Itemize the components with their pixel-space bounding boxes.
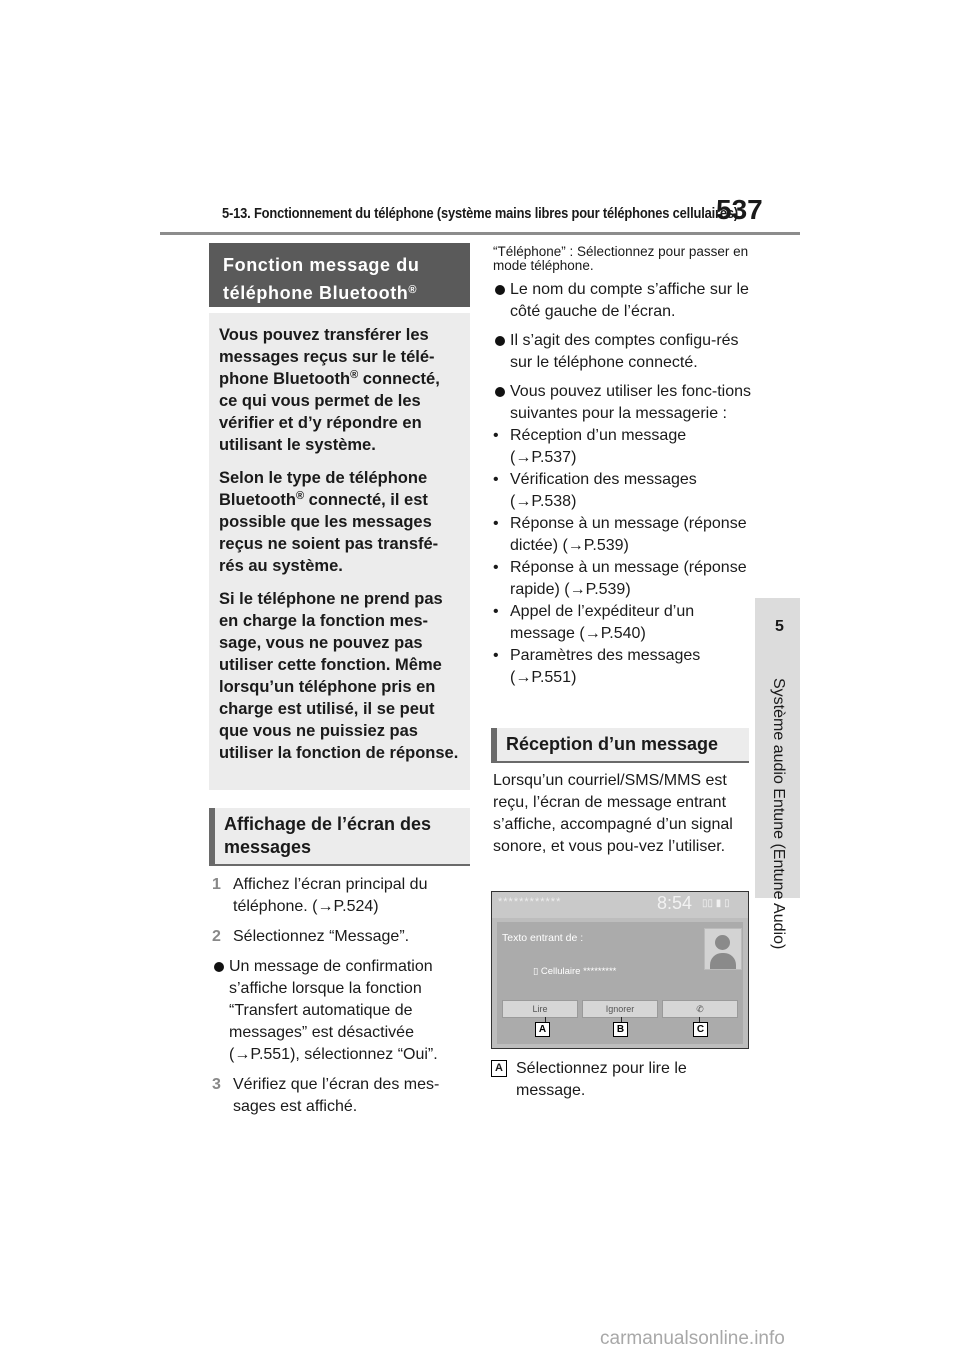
clock: 8:54 [657,893,693,913]
heading1-line2: téléphone Bluetooth® [223,283,418,303]
heading-receive-message: Réception d’un message [491,728,749,763]
bullet-dot-icon [495,285,505,295]
incoming-text-dialog [497,922,743,1044]
incoming-message-screen [491,891,749,1049]
messaging-functions-list [493,425,753,689]
intro-paragraph-1: Vous pouvez transférer les messages reçus sur le télé-phone Bluetooth® connecté, ce qui vous permet de les vérifier et d’y répondre en utilisant le système. [219,326,440,454]
list-item: • Vérification des messages (→P.538) [493,471,697,510]
section-title: 5-13. Fonctionnement du téléphone (système mains libres pour téléphones cellulaires) [222,205,739,222]
phone-mode-note: “Téléphone” : Sélectionnez pour passer en mode téléphone. [493,244,749,273]
page-number: 537 [716,194,763,225]
step-2: 2 Sélectionnez “Message”. [212,928,410,945]
sender-number: ▯ Cellulaire ********* [533,966,617,977]
chapter-number: 5 [775,618,784,635]
legend-a [491,1058,751,1102]
list-item: • Paramètres des messages (→P.551) [493,647,701,686]
status-icons: ▯▯ ▮ ▯ [702,898,730,909]
note-bullet-3: Vous pouvez utiliser les fonc-tions suivantes pour la messagerie : [493,381,753,425]
heading1-line1: Fonction message du [223,255,420,275]
chapter-label-text: Système audio Entune (Entune Audio) [770,678,787,950]
right-column [493,245,753,689]
step-2-note: Un message de confirmation s’affiche lorsque la fonction “Transfert automatique de messages” est désactivée (→P.551), sélectionnez “Oui”. [212,956,472,1066]
note-bullet-1: Le nom du compte s’affiche sur le côté gauche de l’écran. [493,279,753,323]
dialog-title: Texto entrant de : [502,932,584,944]
intro-paragraph-3: Si le téléphone ne prend pas en charge la fonction mes-sage, vous ne pouvez pas utiliser cette fonction. Même lorsqu’un téléphone pris en charge est utilisé, il se peut que vous ne puissiez pas utiliser la fonction de réponse. [219,590,459,762]
step-3: 3 Vérifiez que l’écran des mes-sages est affiché. [212,1076,440,1115]
intro-box [209,313,470,790]
screen-status-bar [492,892,748,918]
list-item: • Réponse à un message (réponse rapide) (→P.539) [493,559,747,598]
list-item: • Appel de l’expéditeur d’un message (→P.540) [493,603,695,642]
step-1: 1 Affichez l’écran principal du téléphone. (→P.524) [212,876,428,915]
callout-b: B [613,1022,628,1037]
watermark: carmanualsonline.info [600,1328,785,1349]
account-name: ************ [498,896,562,908]
legend-text-a: Sélectionnez pour lire le message. [516,1060,687,1099]
call-button[interactable]: ✆ [662,1000,738,1018]
bullet-dot-icon [495,387,505,397]
callout-a: A [535,1022,550,1037]
read-button[interactable]: Lire [502,1000,578,1018]
header-divider [160,232,800,235]
steps-list [212,874,472,1126]
contact-avatar-icon [704,928,742,970]
ignore-button[interactable]: Ignorer [582,1000,658,1018]
note-bullet-2: Il s’agit des comptes configu-rés sur le téléphone connecté. [493,330,753,374]
receive-paragraph: Lorsqu’un courriel/SMS/MMS est reçu, l’écran de message entrant s’affiche, accompagné d’un signal sonore, et vous pou-vez l’utiliser. [493,772,733,855]
legend-label-a: A [491,1060,507,1077]
intro-paragraph-2: Selon le type de téléphone Bluetooth® connecté, il est possible que les messages reçus ne soient pas transfé-rés au système. [219,469,439,575]
list-item: • Réponse à un message (réponse dictée) (→P.539) [493,515,747,554]
heading-message-screen: Affichage de l’écran des messages [209,808,470,866]
bullet-dot-icon [495,336,505,346]
callout-c: C [693,1022,708,1037]
bullet-dot-icon [214,962,224,972]
list-item: • Réception d’un message (→P.537) [493,427,687,466]
heading-bluetooth-message [209,243,470,307]
chapter-label [754,678,802,978]
